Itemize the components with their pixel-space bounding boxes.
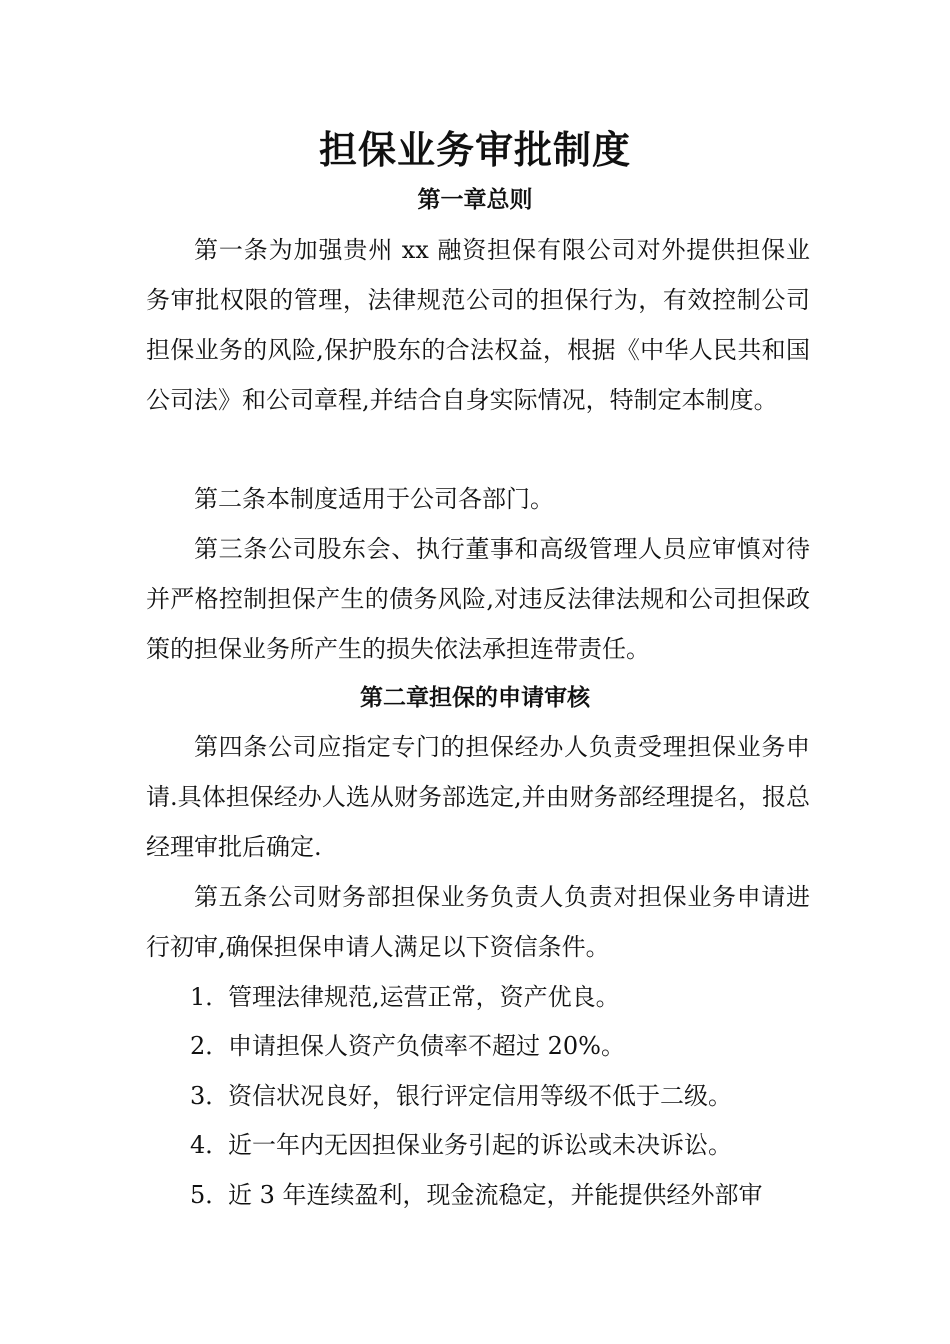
document-title: 担保业务审批制度: [318, 128, 631, 172]
list-item-text: 申请担保人资产负债率不超过 20%。: [228, 1032, 625, 1060]
chapter-2-heading: 第二章担保的申请审核: [360, 685, 590, 711]
list-item: [146, 1170, 810, 1220]
article-3: 第三条公司股东会、执行董事和高级管理人员应审慎对待并严格控制担保产生的债务风险,对违反法律法规和公司担保政策的担保业务所产生的损失依法承担连带责任。: [146, 535, 810, 663]
list-item: [146, 1021, 810, 1071]
list-item-number: 4．: [190, 1131, 230, 1159]
list-item-text: 管理法律规范,运营正常，资产优良。: [228, 983, 620, 1011]
list-item-number: 1．: [190, 983, 230, 1011]
list-item-text: 近 3 年连续盈利，现金流稳定，并能提供经外部审: [228, 1181, 763, 1209]
list-item-text: 资信状况良好，银行评定信用等级不低于二级。: [228, 1082, 732, 1110]
list-item-text: 近一年内无因担保业务引起的诉讼或未决诉讼。: [228, 1131, 732, 1159]
article-4: 第四条公司应指定专门的担保经办人负责受理担保业务申请.具体担保经办人选从财务部选定,并由财务部经理提名，报总经理审批后确定.: [146, 733, 810, 861]
list-item: [146, 972, 810, 1022]
article-5: 第五条公司财务部担保业务负责人负责对担保业务申请进行初审,确保担保申请人满足以下资信条件。: [146, 883, 810, 961]
list-item-number: 5．: [190, 1181, 230, 1209]
list-item: [146, 1120, 810, 1170]
article-2: 第二条本制度适用于公司各部门。: [194, 485, 554, 513]
chapter-1-heading: 第一章总则: [417, 187, 533, 213]
list-item-number: 3．: [190, 1082, 230, 1110]
article-1: 第一条为加强贵州 xx 融资担保有限公司对外提供担保业务审批权限的管理，法律规范公司的担保行为，有效控制公司担保业务的风险,保护股东的合法权益，根据《中华人民共和国公司法》和公司章程,并结合自身实际情况，特制定本制度。: [146, 236, 810, 414]
list-item: [146, 1071, 810, 1121]
list-item-number: 2．: [190, 1032, 230, 1060]
